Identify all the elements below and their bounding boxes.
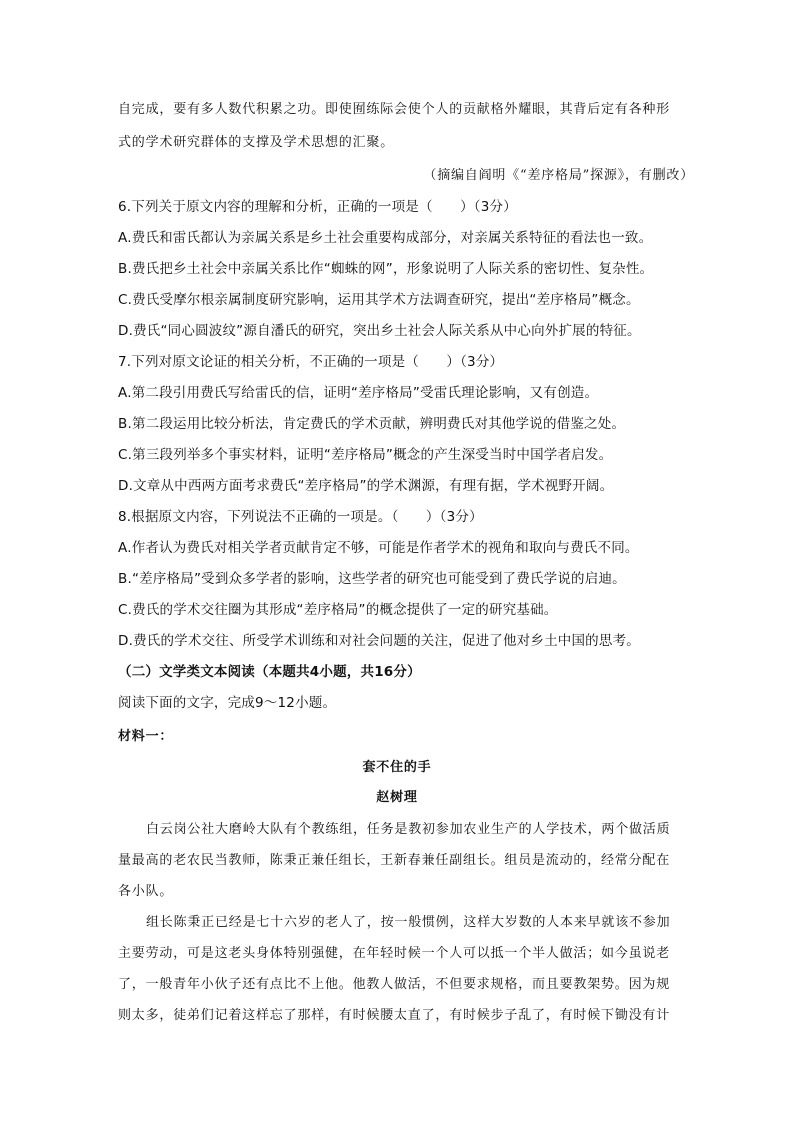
question-8-stem: 8.根据原文内容，下列说法不正确的一项是。（ ）（3分） <box>118 509 483 525</box>
story-author: 赵树理 <box>376 790 418 805</box>
story-line: 组长陈秉正已经是七十六岁的老人了，按一般惯例，这样大岁数的人本来早就该不参加 <box>146 915 671 930</box>
story-line: 白云岗公社大磨岭大队有个教练组，任务是教初参加农业生产的人学技术，两个做活质 <box>146 822 671 837</box>
story-line: 主要劳动，可是这老头身体特别强健，在年轻时候一个人可以抵一个半人做活；如今虽说老 <box>118 946 671 961</box>
story-line: 各小队。 <box>118 884 174 899</box>
question-8-option-b: B.“差序格局”受到众多学者的影响，这些学者的研究也可能受到了费氏学说的启迪。 <box>118 571 626 587</box>
source-citation: （摘编自阎明《“差序格局”探源》，有删改） <box>423 168 694 183</box>
question-6-option-c: C.费氏受摩尔根亲属制度研究影响，运用其学术方法调查研究，提出“差序格局”概念。 <box>118 292 640 308</box>
question-7-option-c: C.第三段列举多个事实材料，证明“差序格局”概念的产生深受当时中国学者启发。 <box>118 447 613 463</box>
section-heading: （二）文学类文本阅读（本题共4小题，共16分） <box>118 664 421 680</box>
question-6-option-d: D.费氏“同心圆波纹”源自潘氏的研究，突出乡土社会人际关系从中心向外扩展的特征。 <box>118 323 641 339</box>
question-7-option-b: B.第二段运用比较分析法，肯定费氏的学术贡献，辨明费氏对其他学说的借鉴之处。 <box>118 416 626 432</box>
story-title: 套不住的手 <box>362 760 432 775</box>
story-line: 则太多，徒弟们记着这样忘了那样，有时候腰太直了，有时候步子乱了，有时候下锄没有计 <box>118 1008 671 1023</box>
question-6-option-b: B.费氏把乡土社会中亲属关系比作“蜘蛛的网”，形象说明了人际关系的密切性、复杂性。 <box>118 261 654 277</box>
question-6-stem: 6.下列关于原文内容的理解和分析，正确的一项是（ ）（3分） <box>118 199 517 215</box>
question-8-option-a: A.作者认为费氏对相关学者贡献肯定不够，可能是作者学术的视角和取向与费氏不同。 <box>118 540 639 556</box>
story-line: 量最高的老农民当教师，陈秉正兼任组长，王新春兼任副组长。组员是流动的，经常分配在 <box>118 853 671 868</box>
question-7-stem: 7.下列对原文论证的相关分析，不正确的一项是（ ）（3分） <box>118 354 504 370</box>
material-label: 材料一： <box>118 729 174 744</box>
question-7-option-a: A.第二段引用费氏写给雷氏的信，证明“差序格局”受雷氏理论影响，又有创造。 <box>118 385 599 401</box>
question-8-option-c: C.费氏的学术交往圈为其形成“差序格局”的概念提供了一定的研究基础。 <box>118 602 558 618</box>
question-8-option-d: D.费氏的学术交往、所受学术训练和对社会问题的关注，促进了他对乡土中国的思考。 <box>118 633 640 649</box>
question-7-option-d: D.文章从中西两方面考求费氏“差序格局”的学术渊源，有理有据，学术视野开阔。 <box>118 478 614 494</box>
passage-line: 式的学术研究群体的支撑及学术思想的汇聚。 <box>118 135 395 150</box>
question-6-option-a: A.费氏和雷氏都认为亲属关系是乡土社会重要构成部分，对亲属关系特征的看法也一致。 <box>118 230 653 246</box>
section-instruction: 阅读下面的文字，完成9～12小题。 <box>118 695 337 711</box>
story-line: 了，一般青年小伙子还有点比不上他。他教人做活，不但要求规格，而且要教架势。因为规 <box>118 977 671 992</box>
passage-line: 自完成，要有多人数代积累之功。即使囿练际会使个人的贡献格外耀眼，其背后定有各种形 <box>118 102 671 117</box>
